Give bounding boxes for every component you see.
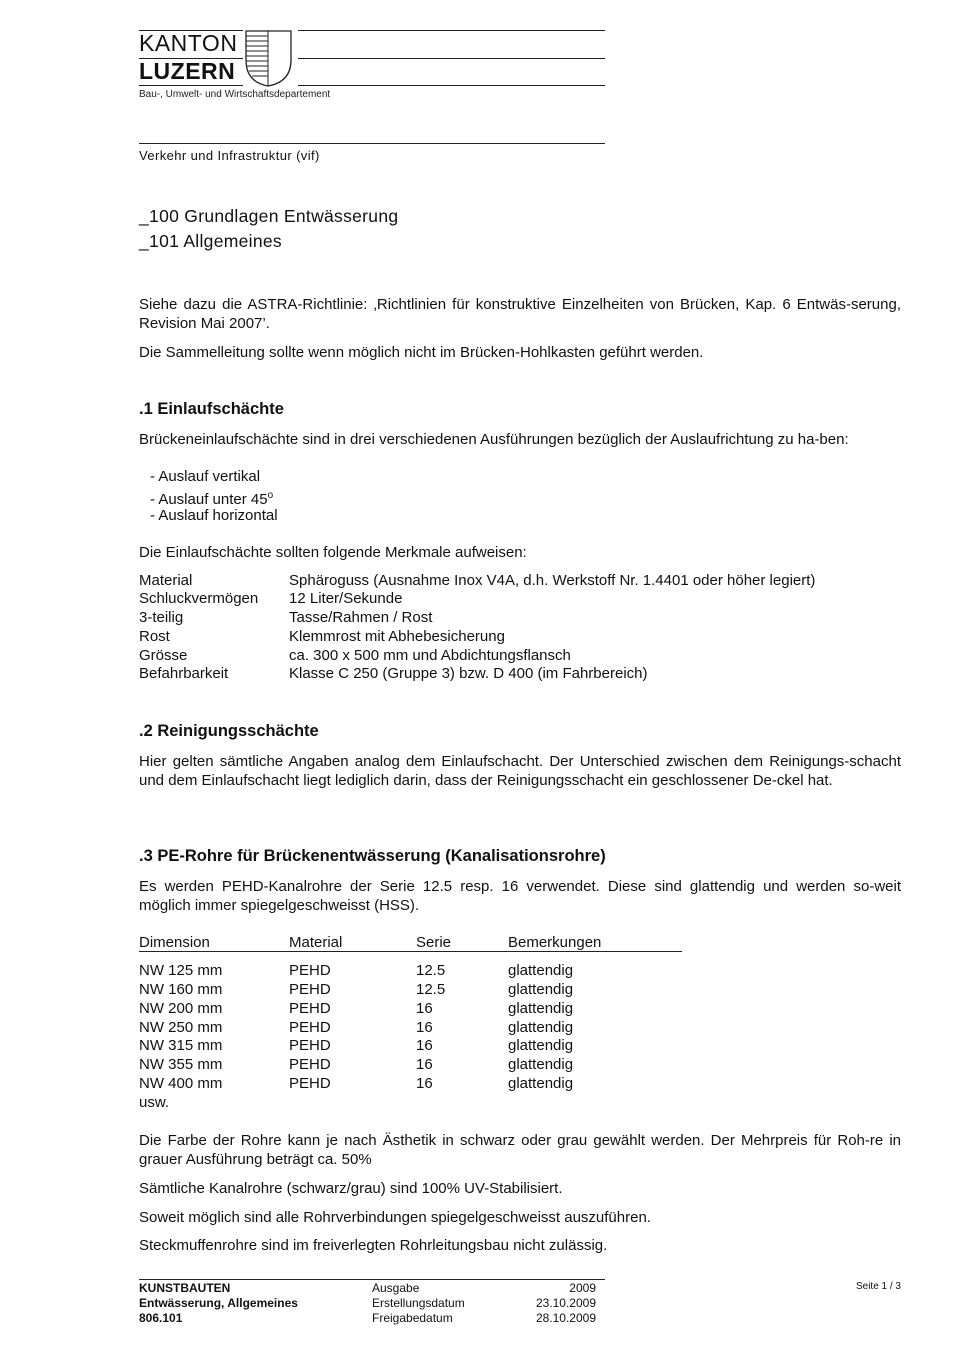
- table-cell: 16: [416, 1056, 433, 1073]
- document-title: _100 Grundlagen Entwässerung: [139, 206, 399, 226]
- property-label: Schluckvermögen: [139, 590, 259, 607]
- property-value: 12 Liter/Sekunde: [289, 590, 403, 607]
- section-heading: .3 PE-Rohre für Brückenentwässerung (Kanalisationsrohre): [139, 847, 606, 865]
- property-label: Grösse: [139, 647, 188, 664]
- property-label: Material: [139, 572, 193, 589]
- footer-value: 23.10.2009: [535, 1296, 596, 1310]
- intro-paragraph-2: Die Sammelleitung sollte wenn möglich nicht im Brücken-Hohlkasten geführt werden.: [139, 344, 704, 361]
- table-cell: 16: [416, 1019, 433, 1036]
- table-cell: PEHD: [289, 1075, 331, 1092]
- section-heading: .1 Einlaufschächte: [139, 400, 284, 418]
- document-subtitle: _101 Allgemeines: [139, 231, 282, 251]
- footer-label: Ausgabe: [372, 1281, 420, 1295]
- table-cell: PEHD: [289, 1019, 331, 1036]
- table-cell: NW 200 mm: [139, 1000, 223, 1017]
- table-cell: 12.5: [416, 962, 446, 979]
- section1-paragraph: Brückeneinlaufschächte sind in drei verschiedenen Ausführungen bezüglich der Auslaufrichtung zu ha-ben:: [139, 431, 849, 448]
- property-label: Rost: [139, 628, 170, 645]
- table-cell: PEHD: [289, 1037, 331, 1054]
- table-cell: 16: [416, 1037, 433, 1054]
- department-name: Verkehr und Infrastruktur (vif): [139, 148, 320, 163]
- property-label: 3-teilig: [139, 609, 184, 626]
- table-cell: PEHD: [289, 1000, 331, 1017]
- table-cell: glattendig: [508, 1000, 574, 1017]
- section1-paragraph-2: Die Einlaufschächte sollten folgende Merkmale aufweisen:: [139, 544, 527, 561]
- table-cell: glattendig: [508, 1056, 574, 1073]
- property-label: Befahrbarkeit: [139, 665, 229, 682]
- table-cell: PEHD: [289, 962, 331, 979]
- table-cell: NW 315 mm: [139, 1037, 223, 1054]
- page-number: Seite 1 / 3: [855, 1281, 901, 1292]
- section3-paragraph: Es werden PEHD-Kanalrohre der Serie 12.5 resp. 16 verwendet. Diese sind glattendig und werden so-weit möglich immer spiegelgeschweisst (HSS).: [139, 878, 901, 914]
- table-cell: NW 400 mm: [139, 1075, 223, 1092]
- property-value: Sphäroguss (Ausnahme Inox V4A, d.h. Werkstoff Nr. 1.4401 oder höher legiert): [289, 572, 816, 589]
- table-cell: PEHD: [289, 981, 331, 998]
- footer-category: KUNSTBAUTEN: [139, 1281, 231, 1295]
- footer-label: Freigabedatum: [372, 1311, 453, 1325]
- table-cell: 16: [416, 1000, 433, 1017]
- list-item: - Auslauf horizontal: [150, 507, 278, 524]
- list-item: - Auslauf vertikal: [150, 468, 261, 485]
- section3-paragraph-3: Sämtliche Kanalrohre (schwarz/grau) sind 100% UV-Stabilisiert.: [139, 1180, 563, 1197]
- logo-luzern-text: LUZERN: [139, 58, 236, 84]
- table-header-cell: Serie: [416, 934, 452, 951]
- footer-label: Erstellungsdatum: [372, 1296, 465, 1310]
- table-cell: glattendig: [508, 1037, 574, 1054]
- section3-paragraph-5: Steckmuffenrohre sind im freiverlegten Rohrleitungsbau nicht zulässig.: [139, 1237, 608, 1254]
- table-cell: glattendig: [508, 981, 574, 998]
- property-value: Tasse/Rahmen / Rost: [289, 609, 433, 626]
- table-cell: PEHD: [289, 1056, 331, 1073]
- coat-of-arms-icon: [244, 30, 294, 88]
- property-value: ca. 300 x 500 mm und Abdichtungsflansch: [289, 647, 571, 664]
- intro-paragraph: Siehe dazu die ASTRA-Richtlinie: ‚Richtlinien für konstruktive Einzelheiten von Brücken, Kap. 6 Entwäs-serung, Revision Mai 2007’.: [139, 296, 901, 332]
- table-cell: glattendig: [508, 1019, 574, 1036]
- footer-value: 2009: [569, 1281, 596, 1295]
- section2-paragraph: Hier gelten sämtliche Angaben analog dem Einlaufschacht. Der Unterschied zwischen dem Reinigungs-schacht und dem Einlaufschacht liegt lediglich darin, dass der Reinigungsschacht ein geschlossener De-ckel hat.: [139, 753, 901, 789]
- list-item: - Auslauf unter 45$^o$: [150, 490, 274, 508]
- table-cell: NW 160 mm: [139, 981, 223, 998]
- table-cell: NW 125 mm: [139, 962, 223, 979]
- footer-topic: Entwässerung, Allgemeines: [139, 1296, 298, 1310]
- table-cell: NW 250 mm: [139, 1019, 223, 1036]
- table-cell: NW 355 mm: [139, 1056, 223, 1073]
- table-header-cell: Material: [289, 934, 343, 951]
- table-cell: 16: [416, 1075, 433, 1092]
- table-header-cell: Dimension: [139, 934, 210, 951]
- section3-paragraph-2: Die Farbe der Rohre kann je nach Ästhetik in schwarz oder grau gewählt werden. Der Mehrpreis für Roh-re in grauer Ausführung beträgt ca. 50%: [139, 1132, 901, 1168]
- section-heading: .2 Reinigungsschächte: [139, 722, 319, 740]
- table-cell: 12.5: [416, 981, 446, 998]
- property-value: Klemmrost mit Abhebesicherung: [289, 628, 505, 645]
- section3-paragraph-4: Soweit möglich sind alle Rohrverbindungen spiegelgeschweisst auszuführen.: [139, 1209, 651, 1226]
- table-header-cell: Bemerkungen: [508, 934, 602, 951]
- footer-doc-number: 806.101: [139, 1311, 183, 1325]
- table-cell: glattendig: [508, 1075, 574, 1092]
- property-value: Klasse C 250 (Gruppe 3) bzw. D 400 (im Fahrbereich): [289, 665, 648, 682]
- footer-value: 28.10.2009: [535, 1311, 596, 1325]
- table-continuation: usw.: [139, 1094, 170, 1111]
- table-cell: glattendig: [508, 962, 574, 979]
- logo-kanton-text: KANTON: [139, 30, 238, 56]
- logo-subtitle: Bau-, Umwelt- und Wirtschaftsdepartement: [139, 89, 331, 100]
